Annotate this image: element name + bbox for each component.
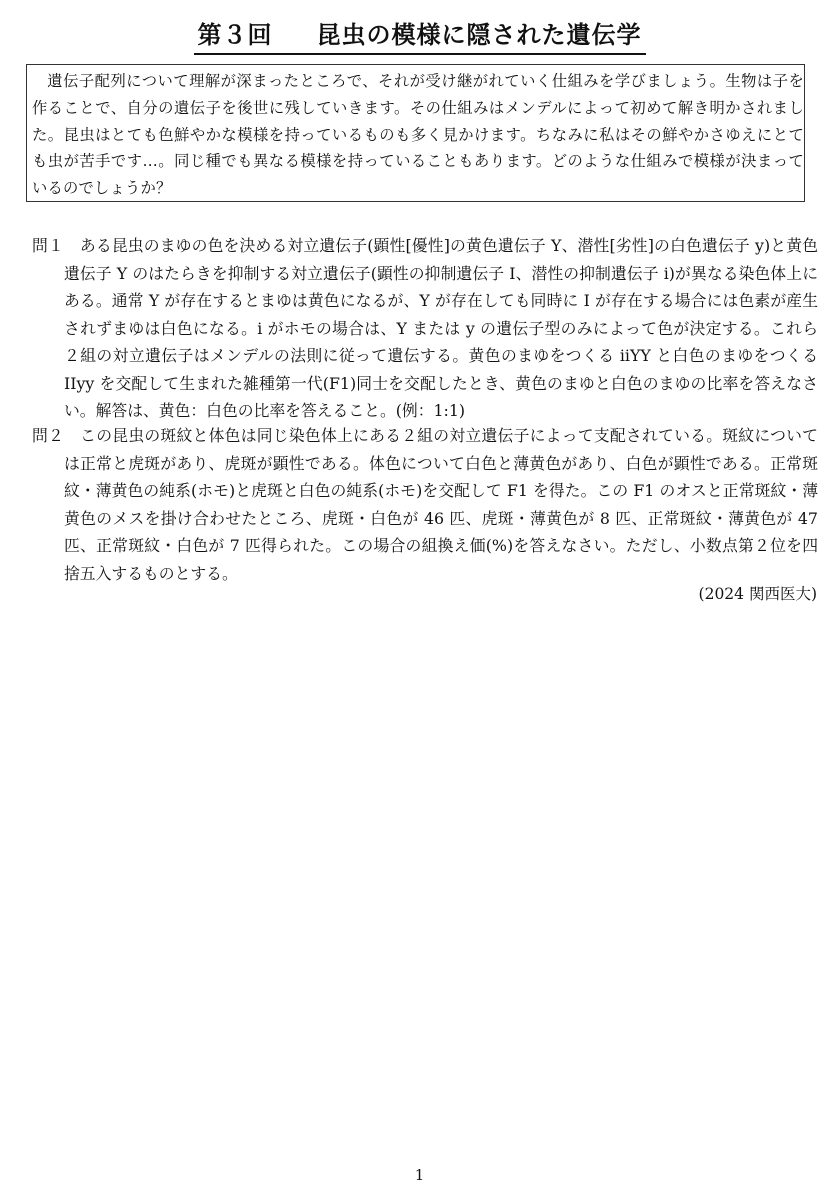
question-1 [32,232,818,425]
question-2-text-block [32,422,818,587]
question-1-label: 問１ [32,236,64,255]
question-2-label: 問２ [32,426,65,445]
source-citation: (2024 関西医大) [698,585,817,603]
question-1-text: ある昆虫のまゆの色を決める対立遺伝子(顕性[優性]の黄色遺伝子 Y、潜性[劣性]の白色遺伝子 y)と黄色遺伝子 Y のはたらきを抑制する対立遺伝子(顕性の抑制遺伝子 I、潜性の抑制遺伝子 i)が異なる染色体上にある。通常 Y が存在するとまゆは黄色になるが、Y が存在しても同時に I が存在する場合には色素が産生されずまゆは白色になる。i がホモの場合は、Y または y の遺伝子型のみによって色が決定する。これら２組の対立遺伝子はメンデルの法則に従って遺伝する。黄色のまゆをつくる iiYY と白色のまゆをつくる IIyy を交配して生まれた雑種第一代(F1)同士を交配したとき、黄色のまゆと白色のまゆの比率を答えなさい。解答は、黄色：白色の比率を答えること。(例：1:1) [64,236,818,420]
page-title [194,18,646,55]
question-2-text: この昆虫の斑紋と体色は同じ染色体上にある２組の対立遺伝子によって支配されている。斑紋については正常と虎斑があり、虎斑が顕性である。体色について白色と薄黄色があり、白色が顕性である。正常斑紋・薄黄色の純系(ホモ)と虎斑と白色の純系(ホモ)を交配して F1 を得た。この F1 のオスと正常斑紋・薄黄色のメスを掛け合わせたところ、虎斑・白色が 46 匹、虎斑・薄黄色が 8 匹、正常斑紋・薄黄色が 47 匹、正常斑紋・白色が 7 匹得られた。この場合の組換え価(%)を答えなさい。ただし、小数点第２位を四捨五入するものとする。 [64,426,818,583]
question-1-text-block [32,232,818,425]
title-text: 昆虫の模様に隠された遺伝学 [316,21,642,49]
question-2 [32,422,818,587]
intro-box [26,64,805,202]
title-block [0,18,839,55]
page-number: 1 [414,1166,425,1184]
intro-paragraph: 遺伝子配列について理解が深まったところで、それが受け継がれていく仕組みを学びましょう。生物は子を作ることで、自分の遺伝子を後世に残していきます。その仕組みはメンデルによって初めて解き明かされました。昆虫はとても色鮮やかな模様を持っているものも多く見かけます。ちなみに私はその鮮やかさゆえにとても虫が苦手です…。同じ種でも異なる模様を持っていることもあります。どのような仕組みで模様が決まっているのでしょうか？ [32,72,804,198]
session-label: 第３回 [197,21,273,49]
